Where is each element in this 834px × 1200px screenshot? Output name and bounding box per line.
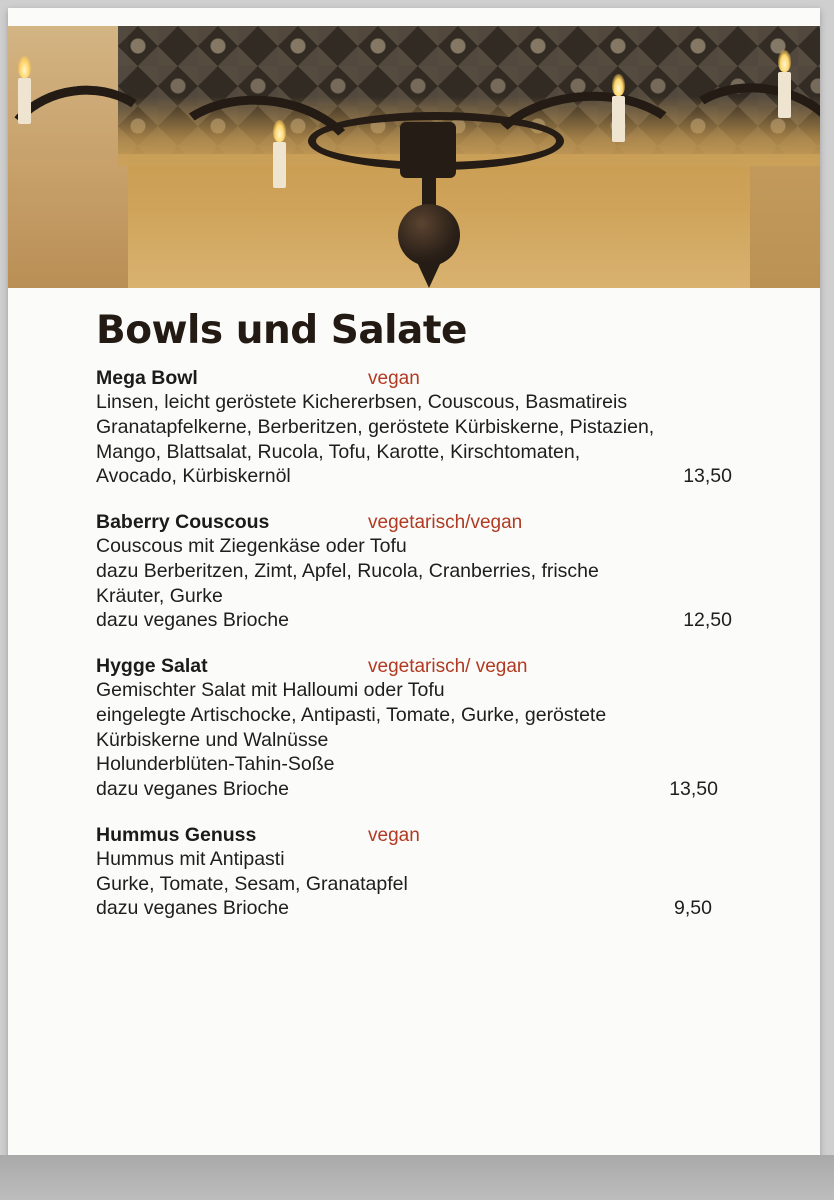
candle-1	[18, 78, 31, 124]
menu-item-diet-tag: vegetarisch/ vegan	[368, 656, 528, 677]
description-text: Linsen, leicht geröstete Kichererbsen, Couscous, Basmatireis	[96, 391, 628, 413]
candle-flame-1	[18, 56, 31, 78]
description-text: dazu veganes Brioche	[96, 778, 289, 800]
paper-sheet	[8, 8, 820, 1163]
description-text: Kürbiskerne und Walnüsse	[96, 728, 329, 751]
menu-item-name: Baberry Couscous	[96, 511, 270, 533]
menu-item-header	[96, 655, 756, 678]
menu-item-price: 13,50	[669, 778, 718, 800]
chandelier-ball	[398, 204, 460, 266]
menu-item-description-line	[96, 534, 756, 559]
description-text: Avocado, Kürbiskernöl	[96, 465, 291, 488]
menu-item-description-line	[96, 752, 756, 777]
menu-item-header	[96, 511, 756, 534]
menu-item-name: Hummus Genuss	[96, 823, 257, 846]
menu-item-diet-tag: vegetarisch/vegan	[368, 512, 523, 533]
description-text: dazu veganes Brioche	[96, 609, 289, 632]
chandelier-fixture	[8, 26, 820, 288]
description-text: Gurke, Tomate, Sesam, Granatapfel	[96, 872, 408, 895]
menu-item-price: 12,50	[683, 609, 732, 632]
page-bottom-edge	[0, 1155, 834, 1200]
description-text: Holunderblüten-Tahin-Soße	[96, 753, 335, 776]
candle-3	[612, 96, 625, 142]
description-text: Hummus mit Antipasti	[96, 847, 285, 870]
menu-item-description-line	[96, 703, 756, 728]
candle-flame-3	[612, 74, 625, 96]
menu-item-description-line	[96, 584, 756, 609]
menu-item-price: 9,50	[674, 897, 712, 920]
menu-item-description-line	[96, 678, 756, 703]
chandelier-tip	[417, 262, 441, 288]
menu-content	[96, 308, 756, 943]
menu-item	[96, 655, 756, 802]
candle-4	[778, 72, 791, 118]
menu-item-name: Mega Bowl	[96, 367, 198, 389]
menu-item-name: Hygge Salat	[96, 655, 208, 677]
chandelier-arm-3	[473, 85, 701, 248]
description-text: Granatapfelkerne, Berberitzen, geröstete Kürbiskerne, Pistazien,	[96, 415, 655, 438]
menu-item-diet-tag: vegan	[368, 824, 420, 846]
description-text: Mango, Blattsalat, Rucola, Tofu, Karotte, Kirschtomaten,	[96, 440, 581, 463]
menu-item	[96, 824, 756, 921]
menu-item	[96, 367, 756, 489]
description-text: eingelegte Artischocke, Antipasti, Tomate, Gurke, geröstete	[96, 703, 607, 726]
chandelier-photo	[8, 26, 820, 288]
menu-item-price: 13,50	[683, 465, 732, 488]
menu-item-description-line	[96, 440, 756, 465]
menu-item-description-line	[96, 896, 756, 921]
menu-item-description-line	[96, 608, 756, 633]
description-text: dazu Berberitzen, Zimt, Apfel, Rucola, Cranberries, frische	[96, 559, 599, 582]
menu-item-description-line	[96, 728, 756, 753]
description-text: Gemischter Salat mit Halloumi oder Tofu	[96, 679, 445, 701]
chandelier-arm-4	[658, 71, 820, 236]
menu-item-description-line	[96, 872, 756, 897]
menu-item-description-line	[96, 415, 756, 440]
chandelier-arm-1	[8, 75, 175, 235]
menu-item-header	[96, 367, 756, 390]
description-text: Couscous mit Ziegenkäse oder Tofu	[96, 535, 407, 557]
menu-item-header	[96, 824, 756, 847]
menu-item	[96, 511, 756, 633]
menu-item-description-line	[96, 777, 756, 802]
menu-item-description-line	[96, 464, 756, 489]
chandelier-arm-2	[151, 86, 373, 255]
page-title: Bowls und Salate	[96, 308, 467, 353]
menu-item-description-line	[96, 559, 756, 584]
candle-flame-4	[778, 50, 791, 72]
menu-item-description-line	[96, 390, 756, 415]
menu-item-description-line	[96, 847, 756, 872]
menu-item-diet-tag: vegan	[368, 368, 420, 389]
candle-flame-2	[273, 120, 286, 142]
description-text: dazu veganes Brioche	[96, 897, 289, 920]
description-text: Kräuter, Gurke	[96, 584, 223, 607]
candle-2	[273, 142, 286, 188]
